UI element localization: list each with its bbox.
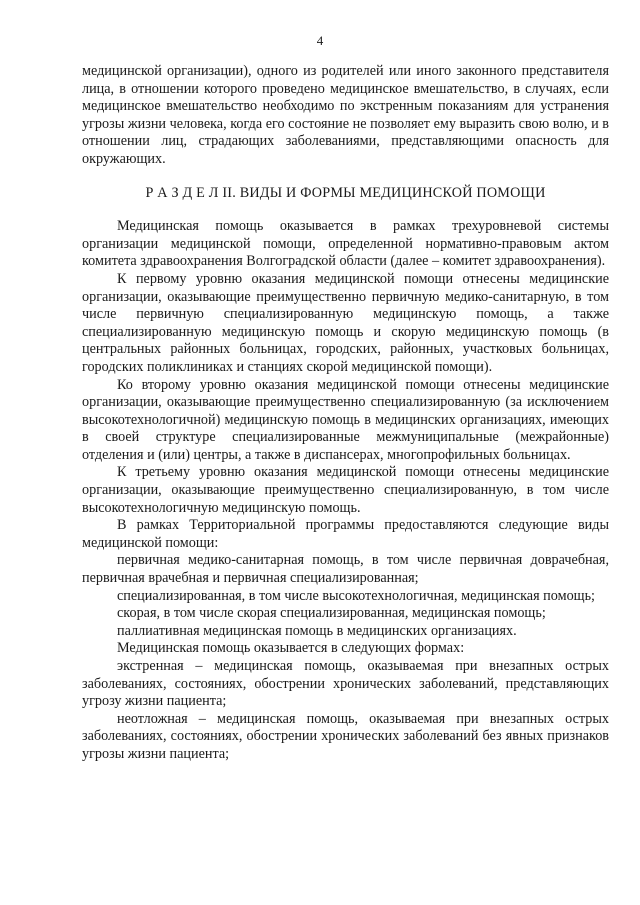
list-item-urgent-form: экстренная – медицинская помощь, оказываемая при внезапных острых заболеваниях, состояниях, обострении хронических заболеваний, представляющих угрозу жизни пациента; (82, 658, 609, 710)
paragraph-continuation: медицинской организации), одного из родителей или иного законного представителя лица, в отношении которого проведено медицинское вмешательство, в случаях, если медицинское вмешательство необходимо по экстренным показаниям для устранения угрозы жизни человека, когда его состояние не позволяет ему выразить свою волю, и в отношении лиц, страдающих заболеваниями, представляющими опасность для окружающих. (82, 63, 609, 167)
list-item-emergency-care: скорая, в том числе скорая специализированная, медицинская помощь; (117, 605, 546, 622)
paragraph-third-level: К третьему уровню оказания медицинской помощи отнесены медицинские организации, оказывающие преимущественно специализированную, в том числе высокотехнологичную медицинскую помощь. (82, 464, 609, 516)
paragraph-types-intro: В рамках Территориальной программы предоставляются следующие виды медицинской помощи: (82, 517, 609, 551)
paragraph-forms-intro: Медицинская помощь оказывается в следующих формах: (117, 640, 465, 657)
list-item-specialized-care: специализированная, в том числе высокотехнологичная, медицинская помощь; (117, 587, 595, 604)
page-number: 4 (316, 33, 324, 48)
paragraph-first-level: К первому уровню оказания медицинской помощи отнесены медицинские организации, оказывающие преимущественно первичную медико-санитарную, в том числе первичную специализированную медицинскую помощь, а также специализированную медицинскую помощь и скорую медицинскую помощь (в центральных районных больницах, городских, районных, участковых больницах, городских поликлиниках и станциях скорой медицинской помощи). (82, 270, 609, 375)
paragraph-second-level: Ко второму уровню оказания медицинской помощи отнесены медицинские организации, оказывающие преимущественно специализированную (за исключением высокотехнологичной) медицинскую помощь в медицинских организациях, имеющих в своей структуре специализированные межмуниципальные (межрайонные) отделения и (или) центры, а также в диспансерах, многопрофильных больницах. (82, 376, 609, 463)
document-body (82, 63, 609, 764)
paragraph-three-level-system: Медицинская помощь оказывается в рамках трехуровневой системы организации медицинской помощи, определенной нормативно-правовым актом комитета здравоохранения Волгоградской области (далее – комитет здравоохранения). (82, 218, 609, 270)
list-item-palliative-care: паллиативная медицинская помощь в медицинских организациях. (117, 622, 517, 639)
list-item-non-urgent-form: неотложная – медицинская помощь, оказываемая при внезапных острых заболеваниях, состояниях, обострении хронических заболеваний без явных признаков угрозы жизни пациента; (82, 710, 609, 762)
section-heading: Р А З Д Е Л II. ВИДЫ И ФОРМЫ МЕДИЦИНСКОЙ ПОМОЩИ (145, 184, 546, 201)
list-item-primary-care: первичная медико-санитарная помощь, в том числе первичная доврачебная, первичная врачебная и первичная специализированная; (82, 552, 609, 587)
